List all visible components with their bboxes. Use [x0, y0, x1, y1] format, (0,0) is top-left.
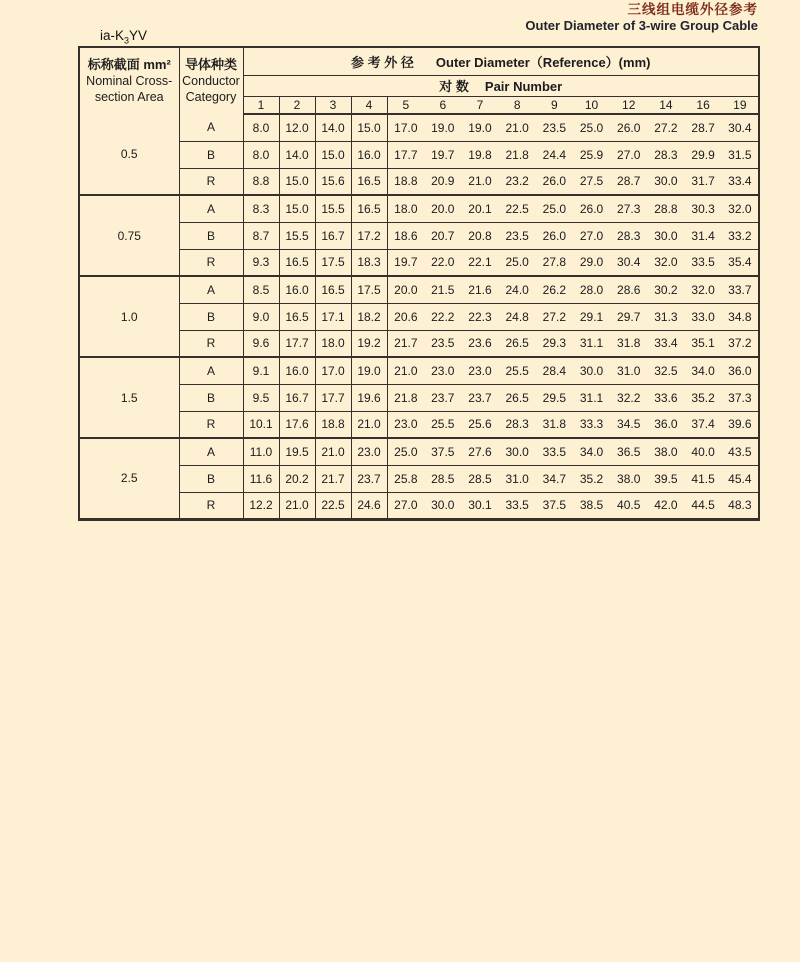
- diameter-value-cell: 34.0: [573, 438, 610, 465]
- table-row: [79, 411, 759, 438]
- column-header-nominal-cross-section: [79, 47, 179, 114]
- diameter-value-cell: 28.3: [647, 141, 684, 168]
- diameter-value-cell: 22.1: [461, 249, 498, 276]
- conductor-category-cell: A: [179, 114, 243, 141]
- table-row: [79, 114, 759, 141]
- diameter-value-cell: 30.3: [685, 195, 722, 222]
- diameter-value-cell: 16.7: [279, 384, 315, 411]
- diameter-value-cell: 20.0: [387, 276, 424, 303]
- diameter-value-cell: 8.7: [243, 222, 279, 249]
- diameter-value-cell: 26.0: [536, 168, 573, 195]
- diameter-value-cell: 43.5: [722, 438, 759, 465]
- diameter-value-cell: 9.0: [243, 303, 279, 330]
- diameter-value-cell: 18.6: [387, 222, 424, 249]
- diameter-value-cell: 26.2: [536, 276, 573, 303]
- diameter-value-cell: 16.5: [279, 303, 315, 330]
- table-row: [79, 249, 759, 276]
- diameter-value-cell: 19.2: [351, 330, 387, 357]
- diameter-value-cell: 21.5: [424, 276, 461, 303]
- diameter-value-cell: 21.8: [499, 141, 536, 168]
- diameter-value-cell: 16.0: [279, 357, 315, 384]
- table-row: [79, 168, 759, 195]
- diameter-value-cell: 30.0: [647, 222, 684, 249]
- diameter-value-cell: 29.9: [685, 141, 722, 168]
- diameter-value-cell: 30.0: [499, 438, 536, 465]
- diameter-value-cell: 23.6: [461, 330, 498, 357]
- diameter-value-cell: 28.8: [647, 195, 684, 222]
- table-row: [79, 195, 759, 222]
- table-row: [79, 303, 759, 330]
- col2-header-zh: 导体种类: [184, 57, 237, 72]
- diameter-value-cell: 16.5: [315, 276, 351, 303]
- diameter-value-cell: 31.4: [685, 222, 722, 249]
- diameter-value-cell: 17.7: [387, 141, 424, 168]
- diameter-value-cell: 30.4: [610, 249, 647, 276]
- diameter-value-cell: 17.2: [351, 222, 387, 249]
- diameter-value-cell: 27.0: [610, 141, 647, 168]
- diameter-value-cell: 8.8: [243, 168, 279, 195]
- diameter-value-cell: 23.5: [499, 222, 536, 249]
- diameter-value-cell: 30.1: [461, 492, 498, 519]
- diameter-value-cell: 27.5: [573, 168, 610, 195]
- model-subscript: 3: [124, 35, 130, 46]
- diameter-value-cell: 28.6: [610, 276, 647, 303]
- diameter-value-cell: 31.3: [647, 303, 684, 330]
- diameter-value-cell: 25.8: [387, 465, 424, 492]
- diameter-value-cell: 21.0: [387, 357, 424, 384]
- diameter-value-cell: 38.0: [610, 465, 647, 492]
- diameter-value-cell: 30.0: [424, 492, 461, 519]
- pair-number-col-header: 16: [685, 96, 722, 114]
- diameter-value-cell: 25.5: [499, 357, 536, 384]
- diameter-value-cell: 32.0: [647, 249, 684, 276]
- diameter-value-cell: 12.0: [279, 114, 315, 141]
- diameter-value-cell: 25.0: [536, 195, 573, 222]
- diameter-value-cell: 16.0: [279, 276, 315, 303]
- diameter-value-cell: 17.0: [315, 357, 351, 384]
- diameter-value-cell: 21.0: [499, 114, 536, 141]
- diameter-value-cell: 29.0: [573, 249, 610, 276]
- diameter-value-cell: 48.3: [722, 492, 759, 519]
- nominal-cross-section-cell: 1.5: [79, 357, 179, 438]
- diameter-value-cell: 19.0: [351, 357, 387, 384]
- diameter-value-cell: 17.5: [315, 249, 351, 276]
- pair-number-col-header: 5: [387, 96, 424, 114]
- pair-number-col-header: 6: [424, 96, 461, 114]
- page-title-english: Outer Diameter of 3-wire Group Cable: [525, 18, 758, 33]
- diameter-value-cell: 38.5: [573, 492, 610, 519]
- diameter-value-cell: 18.0: [315, 330, 351, 357]
- table-row: [79, 384, 759, 411]
- span-header-zh: 参 考 外 径: [351, 54, 414, 70]
- diameter-value-cell: 16.5: [279, 249, 315, 276]
- diameter-value-cell: 18.8: [315, 411, 351, 438]
- pair-number-col-header: 7: [461, 96, 498, 114]
- diameter-value-cell: 36.0: [722, 357, 759, 384]
- diameter-value-cell: 23.0: [461, 357, 498, 384]
- diameter-value-cell: 15.0: [315, 141, 351, 168]
- diameter-value-cell: 37.4: [685, 411, 722, 438]
- pair-number-col-header: 19: [722, 96, 759, 114]
- diameter-value-cell: 30.0: [573, 357, 610, 384]
- diameter-value-cell: 25.0: [387, 438, 424, 465]
- diameter-value-cell: 23.7: [351, 465, 387, 492]
- conductor-category-cell: R: [179, 330, 243, 357]
- diameter-value-cell: 23.0: [424, 357, 461, 384]
- diameter-value-cell: 33.4: [647, 330, 684, 357]
- diameter-value-cell: 27.3: [610, 195, 647, 222]
- model-prefix: ia-K: [100, 28, 125, 43]
- table-row: [79, 438, 759, 465]
- diameter-value-cell: 24.6: [351, 492, 387, 519]
- diameter-value-cell: 32.0: [685, 276, 722, 303]
- diameter-value-cell: 15.5: [315, 195, 351, 222]
- diameter-value-cell: 31.1: [573, 384, 610, 411]
- col1-header-zh: 标称截面 mm²: [87, 57, 171, 72]
- diameter-value-cell: 33.0: [685, 303, 722, 330]
- diameter-value-cell: 33.6: [647, 384, 684, 411]
- diameter-value-cell: 16.5: [351, 195, 387, 222]
- diameter-value-cell: 30.4: [722, 114, 759, 141]
- diameter-value-cell: 9.5: [243, 384, 279, 411]
- diameter-value-cell: 8.5: [243, 276, 279, 303]
- span-header-en: Outer Diameter（Reference）(mm): [435, 54, 651, 70]
- diameter-value-cell: 8.0: [243, 141, 279, 168]
- diameter-value-cell: 21.7: [387, 330, 424, 357]
- diameter-value-cell: 33.2: [722, 222, 759, 249]
- diameter-value-cell: 32.2: [610, 384, 647, 411]
- diameter-value-cell: 19.0: [461, 114, 498, 141]
- diameter-value-cell: 21.0: [461, 168, 498, 195]
- conductor-category-cell: R: [179, 249, 243, 276]
- conductor-category-cell: A: [179, 276, 243, 303]
- diameter-value-cell: 23.0: [351, 438, 387, 465]
- diameter-value-cell: 27.6: [461, 438, 498, 465]
- diameter-value-cell: 17.1: [315, 303, 351, 330]
- table-row: [79, 492, 759, 519]
- diameter-value-cell: 17.7: [315, 384, 351, 411]
- diameter-value-cell: 24.4: [536, 141, 573, 168]
- diameter-value-cell: 28.3: [610, 222, 647, 249]
- diameter-value-cell: 29.3: [536, 330, 573, 357]
- diameter-value-cell: 10.1: [243, 411, 279, 438]
- diameter-value-cell: 16.5: [351, 168, 387, 195]
- diameter-value-cell: 8.0: [243, 114, 279, 141]
- model-suffix: YV: [129, 28, 148, 43]
- diameter-value-cell: 21.0: [315, 438, 351, 465]
- diameter-value-cell: 39.6: [722, 411, 759, 438]
- diameter-value-cell: 26.0: [573, 195, 610, 222]
- diameter-value-cell: 9.6: [243, 330, 279, 357]
- diameter-value-cell: 27.0: [573, 222, 610, 249]
- conductor-category-cell: B: [179, 222, 243, 249]
- diameter-value-cell: 21.7: [315, 465, 351, 492]
- col2-header-en-line1: Conductor: [182, 74, 240, 88]
- diameter-value-cell: 28.7: [610, 168, 647, 195]
- pair-header-en: Pair Number: [484, 79, 563, 94]
- pair-header-zh: 对 数: [439, 79, 469, 94]
- pair-number-col-header: 14: [647, 96, 684, 114]
- diameter-value-cell: 44.5: [685, 492, 722, 519]
- diameter-value-cell: 29.5: [536, 384, 573, 411]
- conductor-category-cell: A: [179, 438, 243, 465]
- pair-number-col-header: 1: [243, 96, 279, 114]
- diameter-value-cell: 39.5: [647, 465, 684, 492]
- conductor-category-cell: R: [179, 411, 243, 438]
- outer-diameter-table: [78, 46, 760, 521]
- diameter-value-cell: 23.7: [461, 384, 498, 411]
- diameter-value-cell: 28.5: [461, 465, 498, 492]
- span-header-outer-diameter: [243, 47, 759, 75]
- diameter-value-cell: 25.6: [461, 411, 498, 438]
- diameter-value-cell: 33.5: [499, 492, 536, 519]
- diameter-value-cell: 35.2: [573, 465, 610, 492]
- diameter-value-cell: 20.2: [279, 465, 315, 492]
- diameter-value-cell: 15.0: [279, 195, 315, 222]
- diameter-value-cell: 27.2: [536, 303, 573, 330]
- diameter-value-cell: 23.0: [387, 411, 424, 438]
- diameter-value-cell: 15.0: [351, 114, 387, 141]
- table-row: [79, 141, 759, 168]
- conductor-category-cell: B: [179, 141, 243, 168]
- diameter-value-cell: 18.8: [387, 168, 424, 195]
- diameter-value-cell: 21.0: [279, 492, 315, 519]
- table-row: [79, 222, 759, 249]
- diameter-value-cell: 34.0: [685, 357, 722, 384]
- diameter-value-cell: 38.0: [647, 438, 684, 465]
- cable-model-label: [100, 28, 147, 46]
- conductor-category-cell: A: [179, 195, 243, 222]
- diameter-value-cell: 34.7: [536, 465, 573, 492]
- diameter-value-cell: 17.0: [387, 114, 424, 141]
- diameter-value-cell: 24.8: [499, 303, 536, 330]
- diameter-value-cell: 31.7: [685, 168, 722, 195]
- diameter-value-cell: 31.8: [610, 330, 647, 357]
- diameter-value-cell: 22.5: [499, 195, 536, 222]
- diameter-value-cell: 27.8: [536, 249, 573, 276]
- diameter-value-cell: 20.0: [424, 195, 461, 222]
- diameter-value-cell: 11.6: [243, 465, 279, 492]
- pair-number-col-header: 9: [536, 96, 573, 114]
- conductor-category-cell: R: [179, 492, 243, 519]
- diameter-value-cell: 26.5: [499, 384, 536, 411]
- pair-number-col-header: 12: [610, 96, 647, 114]
- table-row: [79, 465, 759, 492]
- diameter-value-cell: 9.1: [243, 357, 279, 384]
- diameter-value-cell: 40.5: [610, 492, 647, 519]
- pair-number-col-header: 2: [279, 96, 315, 114]
- diameter-value-cell: 33.5: [685, 249, 722, 276]
- diameter-value-cell: 37.5: [424, 438, 461, 465]
- diameter-value-cell: 20.1: [461, 195, 498, 222]
- pair-number-col-header: 8: [499, 96, 536, 114]
- conductor-category-cell: A: [179, 357, 243, 384]
- nominal-cross-section-cell: 0.75: [79, 195, 179, 276]
- page-header: [525, 2, 758, 34]
- diameter-value-cell: 25.0: [573, 114, 610, 141]
- diameter-value-cell: 29.7: [610, 303, 647, 330]
- column-header-conductor-category: [179, 47, 243, 114]
- diameter-value-cell: 33.5: [536, 438, 573, 465]
- diameter-value-cell: 20.9: [424, 168, 461, 195]
- diameter-value-cell: 11.0: [243, 438, 279, 465]
- outer-diameter-table-wrap: [78, 46, 760, 521]
- diameter-value-cell: 32.5: [647, 357, 684, 384]
- page-title-chinese: 三线组电缆外径参考: [627, 2, 758, 17]
- diameter-value-cell: 33.7: [722, 276, 759, 303]
- diameter-value-cell: 42.0: [647, 492, 684, 519]
- diameter-value-cell: 25.5: [424, 411, 461, 438]
- diameter-value-cell: 25.0: [499, 249, 536, 276]
- diameter-value-cell: 31.0: [499, 465, 536, 492]
- diameter-value-cell: 20.6: [387, 303, 424, 330]
- diameter-value-cell: 32.0: [722, 195, 759, 222]
- diameter-value-cell: 23.5: [536, 114, 573, 141]
- diameter-value-cell: 28.5: [424, 465, 461, 492]
- diameter-value-cell: 19.8: [461, 141, 498, 168]
- diameter-value-cell: 31.8: [536, 411, 573, 438]
- diameter-value-cell: 33.3: [573, 411, 610, 438]
- diameter-value-cell: 30.2: [647, 276, 684, 303]
- diameter-value-cell: 34.8: [722, 303, 759, 330]
- diameter-value-cell: 35.1: [685, 330, 722, 357]
- diameter-value-cell: 22.5: [315, 492, 351, 519]
- diameter-value-cell: 28.4: [536, 357, 573, 384]
- pair-number-col-header: 3: [315, 96, 351, 114]
- diameter-value-cell: 31.0: [610, 357, 647, 384]
- diameter-value-cell: 19.0: [424, 114, 461, 141]
- diameter-value-cell: 9.3: [243, 249, 279, 276]
- diameter-value-cell: 18.2: [351, 303, 387, 330]
- diameter-value-cell: 22.0: [424, 249, 461, 276]
- diameter-value-cell: 16.0: [351, 141, 387, 168]
- diameter-value-cell: 19.7: [387, 249, 424, 276]
- conductor-category-cell: B: [179, 384, 243, 411]
- diameter-value-cell: 37.2: [722, 330, 759, 357]
- diameter-value-cell: 8.3: [243, 195, 279, 222]
- diameter-value-cell: 27.2: [647, 114, 684, 141]
- diameter-value-cell: 21.8: [387, 384, 424, 411]
- diameter-value-cell: 12.2: [243, 492, 279, 519]
- diameter-value-cell: 27.0: [387, 492, 424, 519]
- conductor-category-cell: B: [179, 303, 243, 330]
- diameter-value-cell: 22.2: [424, 303, 461, 330]
- nominal-cross-section-cell: 2.5: [79, 438, 179, 519]
- diameter-value-cell: 21.0: [351, 411, 387, 438]
- nominal-cross-section-cell: 0.5: [79, 114, 179, 195]
- diameter-value-cell: 20.7: [424, 222, 461, 249]
- table-row: [79, 276, 759, 303]
- conductor-category-cell: B: [179, 465, 243, 492]
- table-row: [79, 330, 759, 357]
- col2-header-en-line2: Category: [185, 90, 237, 104]
- diameter-value-cell: 26.0: [536, 222, 573, 249]
- table-row: [79, 357, 759, 384]
- diameter-value-cell: 31.1: [573, 330, 610, 357]
- diameter-value-cell: 23.7: [424, 384, 461, 411]
- diameter-value-cell: 40.0: [685, 438, 722, 465]
- diameter-value-cell: 15.6: [315, 168, 351, 195]
- diameter-value-cell: 29.1: [573, 303, 610, 330]
- diameter-value-cell: 17.6: [279, 411, 315, 438]
- diameter-value-cell: 22.3: [461, 303, 498, 330]
- pair-number-header: [243, 75, 759, 96]
- conductor-category-cell: R: [179, 168, 243, 195]
- diameter-value-cell: 19.7: [424, 141, 461, 168]
- diameter-value-cell: 30.0: [647, 168, 684, 195]
- diameter-value-cell: 31.5: [722, 141, 759, 168]
- diameter-value-cell: 15.5: [279, 222, 315, 249]
- diameter-value-cell: 14.0: [279, 141, 315, 168]
- diameter-value-cell: 23.2: [499, 168, 536, 195]
- diameter-value-cell: 15.0: [279, 168, 315, 195]
- diameter-value-cell: 21.6: [461, 276, 498, 303]
- diameter-value-cell: 18.0: [387, 195, 424, 222]
- diameter-value-cell: 41.5: [685, 465, 722, 492]
- pair-number-col-header: 4: [351, 96, 387, 114]
- diameter-value-cell: 33.4: [722, 168, 759, 195]
- diameter-value-cell: 36.5: [610, 438, 647, 465]
- diameter-value-cell: 37.5: [536, 492, 573, 519]
- diameter-value-cell: 25.9: [573, 141, 610, 168]
- diameter-value-cell: 24.0: [499, 276, 536, 303]
- diameter-value-cell: 28.7: [685, 114, 722, 141]
- nominal-cross-section-cell: 1.0: [79, 276, 179, 357]
- diameter-value-cell: 37.3: [722, 384, 759, 411]
- diameter-value-cell: 16.7: [315, 222, 351, 249]
- diameter-value-cell: 23.5: [424, 330, 461, 357]
- diameter-value-cell: 19.6: [351, 384, 387, 411]
- diameter-value-cell: 20.8: [461, 222, 498, 249]
- diameter-value-cell: 17.5: [351, 276, 387, 303]
- diameter-value-cell: 45.4: [722, 465, 759, 492]
- diameter-value-cell: 28.0: [573, 276, 610, 303]
- diameter-value-cell: 19.5: [279, 438, 315, 465]
- diameter-value-cell: 17.7: [279, 330, 315, 357]
- diameter-value-cell: 36.0: [647, 411, 684, 438]
- diameter-value-cell: 28.3: [499, 411, 536, 438]
- diameter-value-cell: 26.0: [610, 114, 647, 141]
- col1-header-en-line2: section Area: [94, 90, 164, 104]
- col1-header-en-line1: Nominal Cross-: [86, 74, 173, 88]
- diameter-value-cell: 34.5: [610, 411, 647, 438]
- diameter-value-cell: 35.4: [722, 249, 759, 276]
- diameter-value-cell: 14.0: [315, 114, 351, 141]
- diameter-value-cell: 18.3: [351, 249, 387, 276]
- pair-number-col-header: 10: [573, 96, 610, 114]
- diameter-value-cell: 26.5: [499, 330, 536, 357]
- diameter-value-cell: 35.2: [685, 384, 722, 411]
